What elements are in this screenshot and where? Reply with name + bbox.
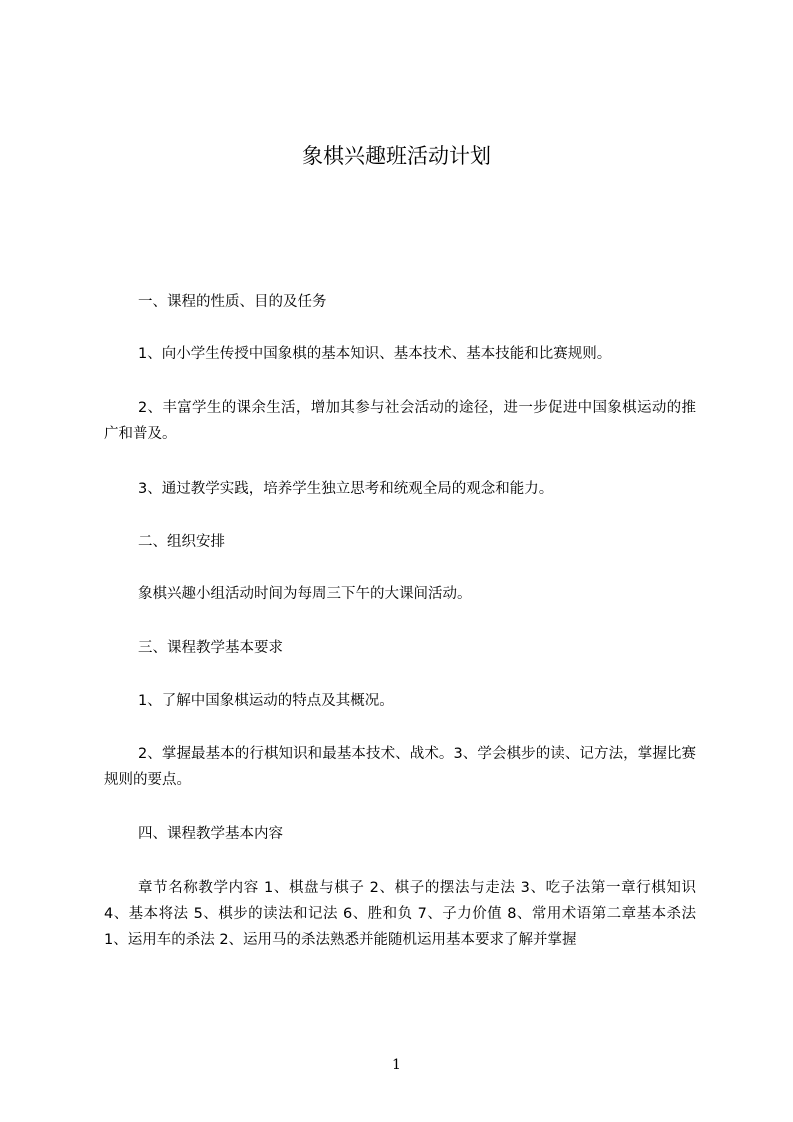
section-1-item-3: 3、通过教学实践，培养学生独立思考和统观全局的观念和能力。 xyxy=(138,481,554,497)
section-4-body: 章节名称教学内容 1、棋盘与棋子 2、棋子的摆法与走法 3、吃子法第一章行棋知识 4、基本将法 5、棋步的读法和记法 6、胜和负 7、子力价值 8、常用术语第二章基本杀法 1、运用车的杀法 2、运用马的杀法熟悉并能随机运用基本要求了解并掌握 xyxy=(104,880,696,948)
section-4-heading: 四、课程教学基本内容 xyxy=(138,826,283,842)
page-title: 象棋兴趣班活动计划 xyxy=(302,144,491,168)
section-3-item-2: 2、掌握最基本的行棋知识和最基本技术、战术。3、学会棋步的读、记方法，掌握比赛规则的要点。 xyxy=(104,746,696,788)
section-1-item-1: 1、向小学生传授中国象棋的基本知识、基本技术、基本技能和比赛规则。 xyxy=(138,346,612,362)
section-1-heading: 一、课程的性质、目的及任务 xyxy=(138,294,327,310)
section-2-body: 象棋兴趣小组活动时间为每周三下午的大课间活动。 xyxy=(138,586,472,602)
section-2-heading: 二、组织安排 xyxy=(138,534,225,550)
section-3-heading: 三、课程教学基本要求 xyxy=(138,640,283,656)
page-number: 1 xyxy=(392,1057,401,1073)
section-3-item-1: 1、了解中国象棋运动的特点及其概况。 xyxy=(138,693,394,709)
section-1-item-2: 2、丰富学生的课余生活，增加其参与社会活动的途径，进一步促进中国象棋运动的推广和普及。 xyxy=(104,400,696,442)
